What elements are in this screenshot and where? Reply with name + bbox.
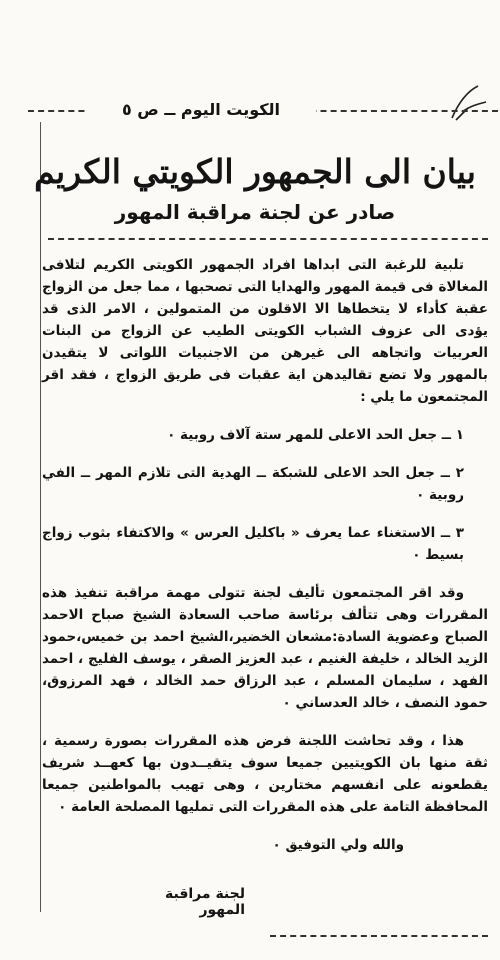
article-headline: بيان الى الجمهور الكويتي الكريم — [34, 152, 476, 191]
farewell-line: والله ولي التوفيق ٠ — [272, 837, 404, 853]
handwritten-mark-icon — [448, 82, 488, 122]
column-border — [40, 122, 41, 912]
committee-paragraph: وقد اقر المجتمعون تأليف لجنة تتولى مهمة مراقبة تنفيذ هذه المقررات وهى تتألف برئاسة صاحب السعادة الشيخ صباح الاحمد الصباح وعضوية السادة:مشعان الخضير،الشيخ احمد بن خميس،حمود الزيد الخالد ، خليفة الغنيم ، عبد العزيز الصقر ، يوسف الفليج ، احمد الفهد ، سليمان المسلم ، عبد الرزاق حمد الخالد ، فهد المرزوق، حمود النصف ، خالد العدساني ٠ — [42, 585, 488, 711]
list-item: ١ ــ جعل الحد الاعلى للمهر ستة آلاف روبية ٠ — [167, 427, 464, 443]
list-item: ٣ ــ الاستغناء عما يعرف « باكليل العرس » والاكتفاء بثوب زواج بسيط ٠ — [42, 525, 464, 563]
article-subheadline: صادر عن لجنة مراقبة المهور — [114, 200, 396, 224]
title-divider — [48, 238, 488, 240]
article-intro: تلبية للرغبة التى ابداها افراد الجمهور الكويتى الكريم لتلافى المغالاة فى قيمة المهور والهدايا التى تصحبها ، مما جعل من الزواج عقبة كأداء لا يتخطاها الا الاقلون من المتمولين ، الامر الذى قد يؤدى الى عزوف الشباب الكويتى الطيب عن الزواج من البنات العربيات واتجاهه الى غيرهن من الاجنبيات اللواتى لا يتقيدن بالمهور ولا تضع تقاليدهن اية عقبات فى طريق الزواج ، فقد اقر المجتمعون ما يلي : — [42, 257, 488, 405]
article-signature: لجنة مراقبة المهور — [165, 886, 245, 918]
list-item: ٢ ــ جعل الحد الاعلى للشبكة ــ الهدية التى تلازم المهر ــ الفي روبية ٠ — [42, 465, 464, 503]
footer-divider — [270, 935, 488, 937]
article-body — [42, 254, 488, 872]
newspaper-source: الكويت اليوم ــ ص ٥ — [86, 100, 316, 120]
closing-paragraph: هذا ، وقد تحاشت اللجنة فرض هذه المقررات بصورة رسمية ، ثقة منها بان الكويتيين جميعا سوف يتقيــدون بها كعهــد شريف يقطعونه على انفسهم مختارين ، وهى تهيب بالمواطنين جميعا المحافظة التامة على هذه المقررات التى تمليها المصلحة العامة ٠ — [42, 733, 488, 815]
